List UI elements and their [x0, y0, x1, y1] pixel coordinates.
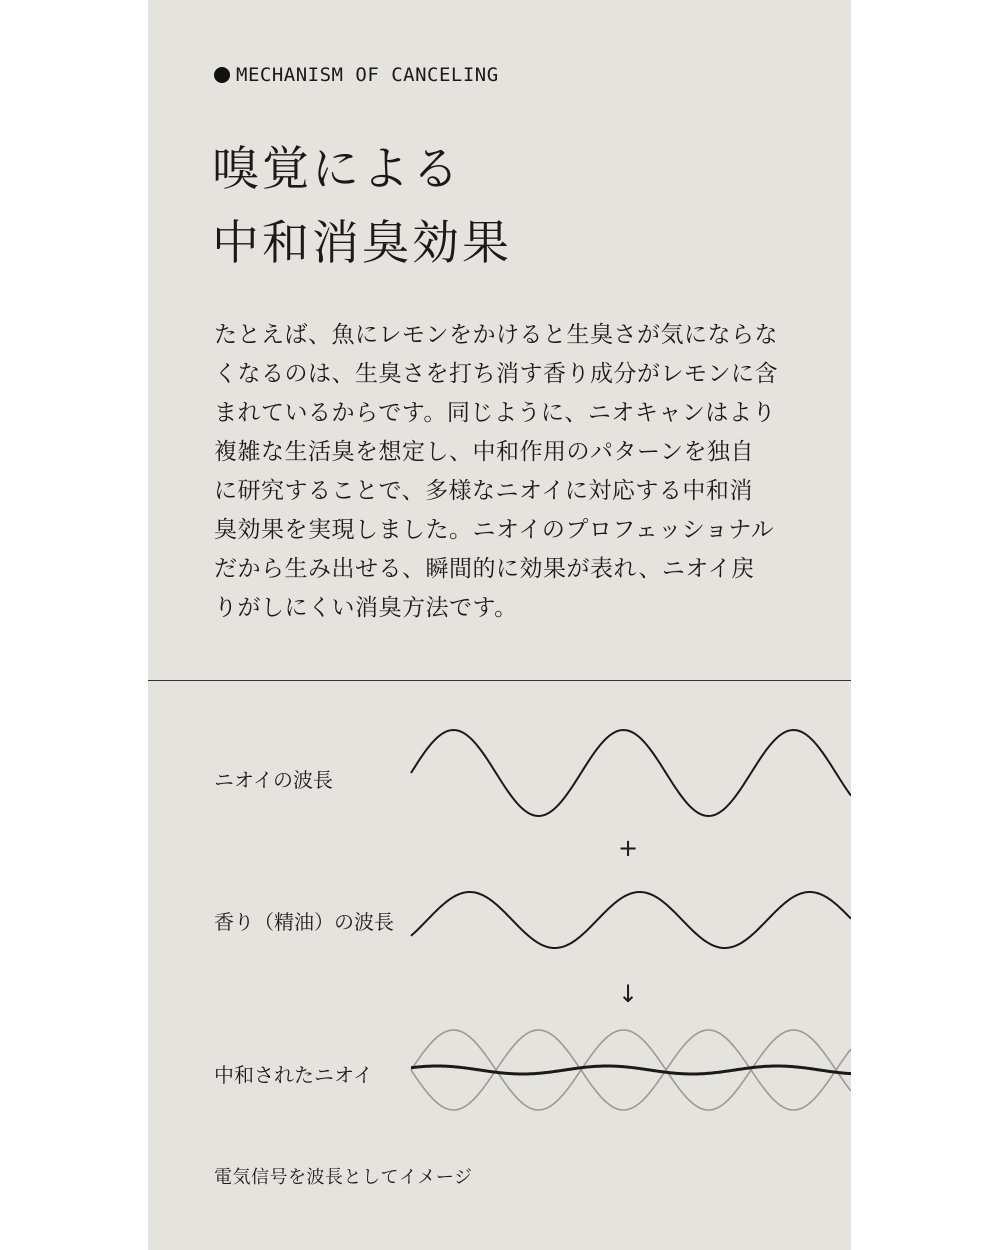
- section-divider: [148, 680, 851, 681]
- neutralized-wave-line: [411, 1066, 851, 1074]
- body-line: たとえば、魚にレモンをかけると生臭さが気にならな: [214, 322, 778, 348]
- section-label: MECHANISM OF CANCELING: [236, 64, 499, 86]
- odor-wave-graphic: [411, 725, 851, 825]
- title-line-2: 中和消臭効果: [212, 216, 512, 271]
- page-title: [212, 133, 512, 281]
- section-eyebrow: [214, 63, 499, 87]
- aroma-wave-label: 香り（精油）の波長: [214, 910, 394, 934]
- odor-wave-label: ニオイの波長: [214, 768, 333, 792]
- plus-symbol: +: [618, 834, 639, 862]
- aroma-wave-line: [411, 892, 851, 948]
- down-arrow-icon: ↓: [618, 980, 639, 1008]
- body-line: まれているからです。同じように、ニオキャンはより: [214, 400, 776, 426]
- neutralized-wave-label: 中和されたニオイ: [214, 1063, 373, 1087]
- mechanism-panel: [148, 0, 851, 1250]
- odor-wave-line: [411, 730, 851, 816]
- body-line: くなるのは、生臭さを打ち消す香り成分がレモンに含: [214, 361, 778, 387]
- body-line: に研究することで、多様なニオイに対応する中和消: [214, 478, 753, 504]
- diagram-caption: 電気信号を波長としてイメージ: [214, 1167, 473, 1188]
- title-line-1: 嗅覚による: [212, 142, 462, 197]
- body-line: りがしにくい消臭方法です。: [214, 595, 518, 621]
- neutralized-wave-graphic: [411, 1025, 851, 1115]
- aroma-wave-graphic: [411, 888, 851, 958]
- body-line: 臭効果を実現しました。ニオイのプロフェッショナル: [214, 517, 775, 543]
- body-line: だから生み出せる、瞬間的に効果が表れ、ニオイ戻: [214, 556, 755, 582]
- body-paragraph: [214, 316, 804, 628]
- body-line: 複雑な生活臭を想定し、中和作用のパターンを独自: [214, 439, 755, 465]
- bullet-dot-icon: [214, 67, 230, 83]
